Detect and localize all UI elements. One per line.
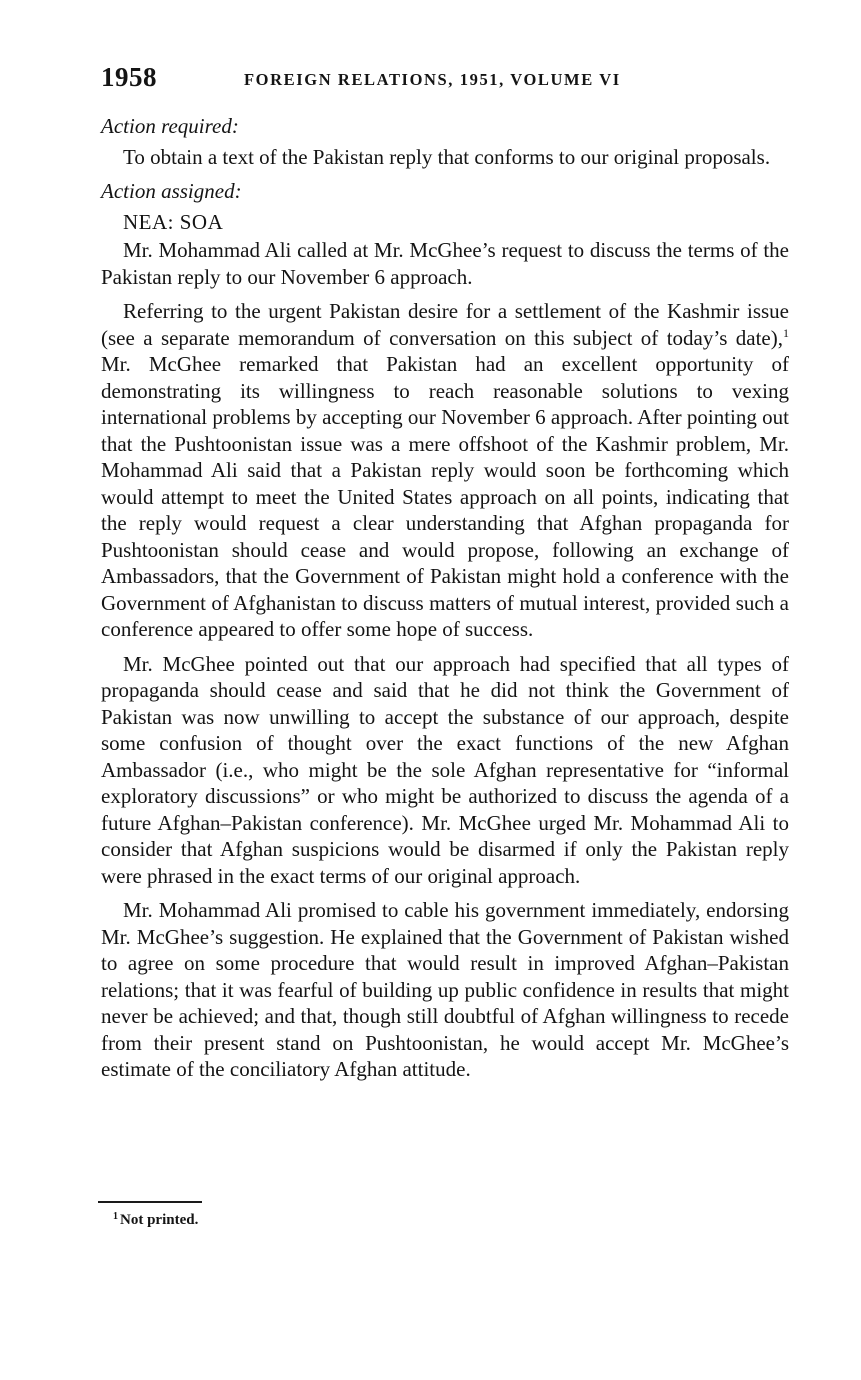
paragraph-4: Mr. Mohammad Ali promised to cable his government immediately, endorsing Mr. McGhee’s suggestion. He explained that the Government of Pakistan wished to agree on some procedure that would result in improved Afghan–Pakistan relations; that it was fearful of building up public confidence in results that might never be achieved; and that, though still doubtful of Afghan willingness to recede from their present stand on Pushtoonistan, he would accept Mr. McGhee’s estimate of the conciliatory Afghan attitude. [101, 898, 789, 1081]
paragraph-2 [101, 298, 789, 643]
footnote-mark: 1 [113, 1211, 118, 1222]
footnote-text: Not printed. [120, 1212, 199, 1228]
paragraph-2-text-b: Mr. McGhee remarked that Pakistan had an excellent opportunity of demonstrating its willingness to reach reasonable solutions to vexing international problems by accepting our November 6 approach. After pointing out that the Pushtoonistan issue was a mere offshoot of the Kashmir problem, Mr. Mohammad Ali said that a Pakistan reply would soon be forthcoming which would attempt to meet the United States approach on all points, indicating that the reply would request a clear understanding that Afghan propaganda for Pushtoonistan should cease and would propose, following an exchange of Ambassadors, that the Government of Pakistan might hold a conference with the Government of Afghanistan to discuss matters of mutual interest, provided such a conference appeared to offer some hope of success. [101, 352, 789, 641]
action-assigned-label: Action assigned: [101, 179, 242, 203]
paragraph-2-text-a: Referring to the urgent Pakistan desire for a settlement of the Kashmir issue (see a separate memorandum of conversation on this subject of today’s date), [101, 299, 789, 350]
footnote [113, 1211, 198, 1229]
running-head [101, 62, 791, 96]
running-title: FOREIGN RELATIONS, 1951, VOLUME VI [244, 70, 621, 89]
paragraph-1: Mr. Mohammad Ali called at Mr. McGhee’s request to discuss the terms of the Pakistan reply to our November 6 approach. [101, 238, 789, 289]
footnote-divider [98, 1201, 202, 1203]
document-body [101, 113, 789, 1083]
action-required-text: To obtain a text of the Pakistan reply that conforms to our original proposals. [123, 144, 771, 169]
action-required-label: Action required: [101, 114, 239, 138]
action-assigned-office: NEA: SOA [123, 209, 224, 234]
paragraph-3: Mr. McGhee pointed out that our approach had specified that all types of propaganda should cease and said that he did not think the Government of Pakistan was now unwilling to accept the substance of our approach, despite some confusion of thought over the exact functions of the new Afghan Ambassador (i.e., who might be the sole Afghan representative for “informal exploratory discussions” or who might be authorized to discuss the agenda of a future Afghan–Pakistan conference). Mr. McGhee urged Mr. Mohammad Ali to consider that Afghan suspicions would be disarmed if only the Pakistan reply were phrased in the exact terms of our original approach. [101, 651, 789, 888]
page-number: 1958 [101, 62, 157, 92]
footnote-reference: 1 [783, 325, 789, 340]
